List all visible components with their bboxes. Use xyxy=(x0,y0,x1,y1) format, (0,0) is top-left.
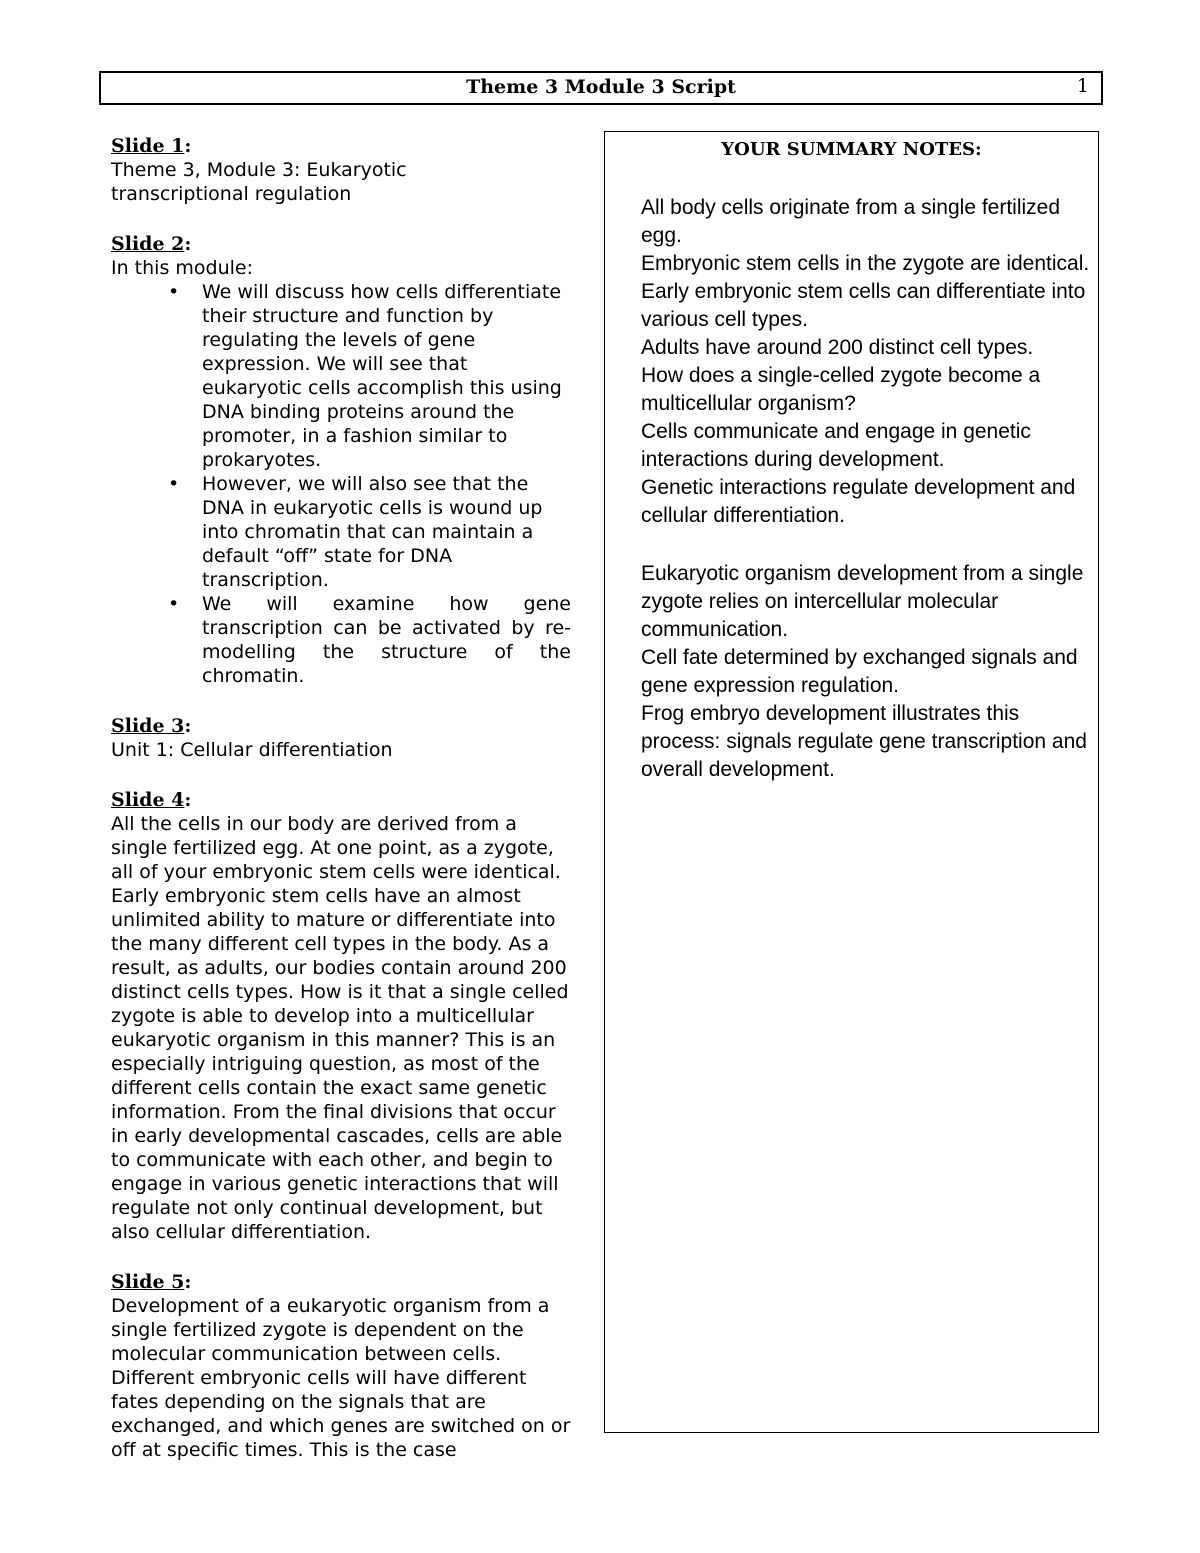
summary-note: Genetic interactions regulate development and cellular differentiation. xyxy=(641,476,1076,527)
bullet-text: We will discuss how cells differentiate their structure and function by regulating the levels of gene expression. We will see that eukaryotic cells accomplish this using DNA binding proteins around the promoter, in a fashion similar to prokaryotes. xyxy=(202,281,562,471)
summary-note: How does a single-celled zygote become a multicellular organism? xyxy=(641,364,1041,415)
notes-spacer xyxy=(641,530,1097,560)
summary-note: Eukaryotic organism development from a single zygote relies on intercellular molecular communication. xyxy=(641,562,1084,641)
slide-text: All the cells in our body are derived from a single fertilized egg. At one point, as a zygote, all of your embryonic stem cells were identical. Early embryonic stem cells have an almost unlimited ability to mature or differentiate into the many different cell types in the body. As a result, as adults, our bodies contain around 200 distinct cells types. How is it that a single celled zygote is able to develop into a multicellular eukaryotic organism in this manner? This is an especially intriguing question, as most of the different cells contain the exact same genetic information. From the final divisions that occur in early developmental cascades, cells are able to communicate with each other, and begin to engage in various genetic interactions that will regulate not only continual development, but also cellular differentiation. xyxy=(111,813,569,1243)
slide-section-2 xyxy=(111,232,579,688)
bullet-list xyxy=(111,280,579,688)
bullet-item xyxy=(111,472,579,592)
slide-text: Unit 1: Cellular differentiation xyxy=(111,739,393,761)
summary-note: Frog embryo development illustrates this process: signals regulate gene transcription and overall development. xyxy=(641,702,1087,781)
summary-note: All body cells originate from a single fertilized egg. xyxy=(641,196,1061,247)
slide-label: Slide 2 xyxy=(111,233,185,255)
slide-line: Theme 3, Module 3: Eukaryotic xyxy=(111,159,407,181)
slide-heading: Slide 3: xyxy=(111,715,192,737)
slide-label: Slide 1 xyxy=(111,135,185,157)
bullet-text: However, we will also see that the DNA in eukaryotic cells is wound up into chromatin that can maintain a default “off” state for DNA transcription. xyxy=(202,473,543,591)
slide-line: transcriptional regulation xyxy=(111,183,352,205)
slide-heading: Slide 5: xyxy=(111,1271,192,1293)
bullet-icon: • xyxy=(168,473,180,495)
summary-note: Adults have around 200 distinct cell types. xyxy=(641,336,1034,359)
slide-heading: Slide 4: xyxy=(111,789,192,811)
slide-label: Slide 5 xyxy=(111,1271,185,1293)
slide-label: Slide 3 xyxy=(111,715,185,737)
script-column xyxy=(111,132,579,1488)
summary-note: Cell fate determined by exchanged signals and gene expression regulation. xyxy=(641,646,1078,697)
summary-notes-body xyxy=(641,194,1097,784)
header-bar xyxy=(99,71,1103,105)
bullet-icon: • xyxy=(168,593,180,615)
slide-text: Development of a eukaryotic organism from a single fertilized zygote is dependent on the molecular communication between cells. Different embryonic cells will have different fates depending on the signals that are exchanged, and which genes are switched on or off at specific times. This is the case xyxy=(111,1295,571,1461)
slide-intro: In this module: xyxy=(111,257,253,279)
document-title: Theme 3 Module 3 Script xyxy=(466,76,736,98)
bullet-icon: • xyxy=(168,281,180,303)
summary-note: Cells communicate and engage in genetic interactions during development. xyxy=(641,420,1031,471)
slide-section-3 xyxy=(111,714,579,762)
summary-note: Embryonic stem cells in the zygote are identical. xyxy=(641,252,1090,275)
summary-notes-box xyxy=(604,131,1099,1433)
slide-section-5 xyxy=(111,1270,579,1462)
slide-section-1 xyxy=(111,134,579,206)
bullet-item xyxy=(111,280,579,472)
page-number: 1 xyxy=(1076,75,1089,97)
bullet-item xyxy=(111,592,579,688)
slide-label: Slide 4 xyxy=(111,789,185,811)
slide-heading: Slide 2: xyxy=(111,233,192,255)
slide-heading: Slide 1: xyxy=(111,135,192,157)
bullet-text: We will examine how gene transcription can be activated by re-modelling the structure of the chromatin. xyxy=(202,593,571,687)
summary-notes-title: YOUR SUMMARY NOTES: xyxy=(721,139,982,160)
summary-note: Early embryonic stem cells can differentiate into various cell types. xyxy=(641,280,1086,331)
slide-section-4 xyxy=(111,788,579,1244)
